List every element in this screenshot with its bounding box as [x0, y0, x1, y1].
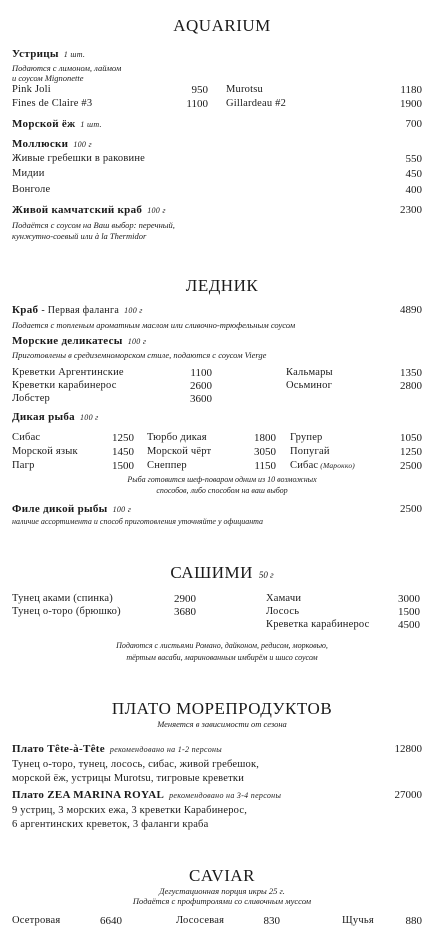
menu-item-name: Сибас — [12, 432, 41, 443]
menu-item-with-note — [290, 460, 355, 471]
menu-item-name: Pink Joli — [12, 84, 51, 95]
wildfish-desc-1: Рыба готовится шеф-поваром одним из 10 возможных — [127, 475, 317, 484]
menu-item-price: 550 — [405, 153, 422, 165]
delicacies-heading — [12, 335, 146, 347]
fillet-desc: наличие ассортимента и способ приготовления уточняйте у официанта — [12, 517, 264, 526]
menu-item-name: Щучья — [342, 915, 374, 926]
menu-item-price: 1450 — [112, 446, 134, 458]
menu-item-name: Морской язык — [12, 446, 78, 457]
menu-item-name: Лобстер — [12, 393, 51, 404]
sashimi-desc-2: тёртым васаби, маринованным имбирём и шисо соусом — [126, 653, 318, 662]
menu-item-name: Пагр — [12, 460, 35, 471]
menu-item-name: Тунец о-торо (брюшко) — [12, 606, 121, 617]
plateau-royal-line-2: 6 аргентинских креветок, 3 фаланги краба — [12, 819, 209, 830]
menu-item-name: Попугай — [290, 446, 330, 457]
menu-item-name: Креветки карабинерос — [12, 380, 117, 391]
wildfish-unit: 100 г — [79, 413, 99, 422]
wildfish-heading — [12, 411, 99, 423]
menu-item-price: 3050 — [254, 446, 276, 458]
oysters-name: Устрицы — [12, 48, 59, 60]
menu-item-name: Креветки Аргентинские — [12, 367, 124, 378]
plateau-tete-name: Плато Tête-à-Tête — [12, 743, 105, 755]
plateau-tete-line-2: морской ёж, устрицы Murotsu, тигровые креветки — [12, 773, 245, 784]
menu-item-name: Тюрбо дикая — [147, 432, 207, 443]
menu-item-name: Лосось — [266, 606, 300, 617]
fillet-heading — [12, 503, 131, 515]
urchin-price: 700 — [405, 118, 422, 130]
molluscs-heading — [12, 138, 92, 150]
lednik-crab-unit: 100 г — [124, 306, 143, 315]
menu-item-price: 3600 — [190, 393, 212, 405]
oysters-desc-2: и соусом Mignonette — [12, 73, 84, 83]
delicacies-name: Морские деликатесы — [12, 335, 123, 347]
menu-item-name: Живые гребешки в раковине — [12, 153, 146, 164]
plateau-tete-recommendation: рекомендовано на 1-2 персоны — [109, 745, 222, 754]
menu-item-name: Тунец аками (спинка) — [12, 593, 113, 604]
plateau-royal-recommendation: рекомендовано на 3-4 персоны — [169, 791, 282, 800]
menu-item-name: Хамачи — [266, 593, 302, 604]
menu-item-price: 1500 — [398, 606, 420, 618]
menu-item-name: Fines de Claire #3 — [12, 98, 93, 109]
menu-item-price: 880 — [405, 915, 422, 927]
plateau-royal-heading — [12, 789, 281, 801]
menu-item-price: 1180 — [400, 84, 422, 96]
caviar-subtitle-1: Дегустационная порция икры 25 г. — [159, 886, 285, 896]
wildfish-name: Дикая рыба — [12, 411, 75, 423]
menu-item-name: Снеппер — [147, 460, 187, 471]
menu-item-price: 2500 — [400, 460, 422, 472]
menu-item-note: (Марокко) — [320, 461, 355, 470]
lednik-crab-sub: - Первая фаланга — [41, 305, 120, 316]
lednik-crab-price: 4890 — [400, 304, 422, 316]
menu-item-name: Групер — [290, 432, 323, 443]
kamchatka-crab-unit: 100 г — [147, 206, 166, 215]
menu-item-price: 4500 — [398, 619, 420, 631]
sashimi-desc-1: Подаются с листьями Романо, дайконом, редисом, морковью, — [116, 641, 328, 650]
fillet-unit: 100 г — [112, 505, 132, 514]
menu-item-price: 3680 — [174, 606, 196, 618]
menu-item-name: Gillardeau #2 — [226, 98, 287, 109]
kamchatka-crab-desc-1: Подаётся с соусом на Ваш выбор: перечный, — [12, 220, 175, 230]
oysters-unit: 1 шт. — [63, 50, 86, 59]
menu-item-price: 2900 — [174, 593, 196, 605]
plateau-subtitle: Меняется в зависимости от сезона — [157, 719, 287, 729]
lednik-crab-name: Краб — [12, 304, 39, 316]
menu-item-name: Кальмары — [286, 367, 333, 378]
kamchatka-crab-name: Живой камчатский краб — [12, 204, 143, 216]
plateau-tete-heading — [12, 743, 222, 755]
menu-item-name: Морской чёрт — [147, 446, 212, 457]
plateau-tete-price: 12800 — [394, 743, 422, 755]
plateau-royal-name: Плато ZEA MARINA ROYAL — [12, 789, 165, 801]
menu-item-price: 1100 — [190, 367, 212, 379]
menu-item-name: Сибас — [290, 460, 319, 471]
lednik-crab-heading — [12, 304, 143, 316]
menu-item-price: 1500 — [112, 460, 134, 472]
delicacies-unit: 100 г — [127, 337, 147, 346]
oysters-heading — [12, 48, 85, 60]
oysters-desc-1: Подаются с лимоном, лаймом — [12, 63, 122, 73]
menu-item-price: 450 — [405, 168, 422, 180]
menu-item-price: 1350 — [400, 367, 422, 379]
menu-item-price: 1800 — [254, 432, 276, 444]
menu-item-price: 1900 — [400, 98, 422, 110]
menu-item-name: Осьминог — [286, 380, 333, 391]
molluscs-name: Моллюски — [12, 138, 69, 150]
menu-item-name: Лососевая — [176, 915, 225, 926]
menu-item-price: 1250 — [400, 446, 422, 458]
menu-item-name: Вонголе — [12, 184, 51, 195]
menu-item-price: 950 — [191, 84, 208, 96]
section-title-aquarium: AQUARIUM — [173, 16, 271, 35]
menu-item-name: Мидии — [12, 168, 45, 179]
kamchatka-crab-heading — [12, 204, 166, 216]
fillet-name: Филе дикой рыбы — [12, 503, 108, 515]
menu-item-price: 3000 — [398, 593, 420, 605]
plateau-tete-line-1: Тунец о-торо, тунец, лосось, сибас, живой гребешок, — [12, 759, 260, 770]
sashimi-unit: 50 г — [258, 570, 274, 580]
fillet-price: 2500 — [400, 503, 422, 515]
section-title-sashimi: САШИМИ — [170, 563, 253, 582]
section-title-plateau: ПЛАТО МОРЕПРОДУКТОВ — [111, 699, 333, 718]
delicacies-desc: Приготовлены в средиземноморском стиле, подаются с соусом Vierge — [12, 350, 267, 360]
menu-item-name: Murotsu — [226, 84, 263, 95]
section-title-caviar: CAVIAR — [189, 866, 255, 885]
molluscs-unit: 100 г — [73, 140, 92, 149]
menu-item-price: 830 — [263, 915, 280, 927]
sashimi-heading — [0, 563, 444, 583]
menu-item-name: Осетровая — [12, 915, 61, 926]
menu-item-price: 1250 — [112, 432, 134, 444]
kamchatka-crab-desc-2: кунжутно-соевый или à la Thermidor — [12, 231, 147, 241]
urchin-heading — [12, 118, 102, 130]
lednik-crab-desc: Подается с топленым ароматным маслом или сливочно-трюфельным соусом — [12, 320, 296, 330]
caviar-subtitle-2: Подаётся с профитролями со сливочным муссом — [132, 896, 312, 906]
menu-item-price: 1150 — [254, 460, 276, 472]
menu-item-price: 2800 — [400, 380, 422, 392]
menu-item-price: 400 — [405, 184, 422, 196]
menu-item-price: 1100 — [186, 98, 208, 110]
menu-item-price: 1050 — [400, 432, 422, 444]
plateau-royal-line-1: 9 устриц, 3 морских ежа, 3 креветки Карабинерос, — [12, 805, 248, 816]
menu-item-name: Креветка карабинерос — [266, 619, 370, 630]
section-title-lednik: ЛЕДНИК — [185, 276, 259, 295]
urchin-name: Морской ёж — [12, 118, 76, 130]
menu-item-price: 6640 — [100, 915, 122, 927]
kamchatka-crab-price: 2300 — [400, 204, 422, 216]
menu-item-price: 2600 — [190, 380, 212, 392]
urchin-unit: 1 шт. — [80, 120, 102, 129]
wildfish-desc-2: способов, либо способом на ваш выбор — [156, 486, 288, 495]
plateau-royal-price: 27000 — [394, 789, 422, 801]
